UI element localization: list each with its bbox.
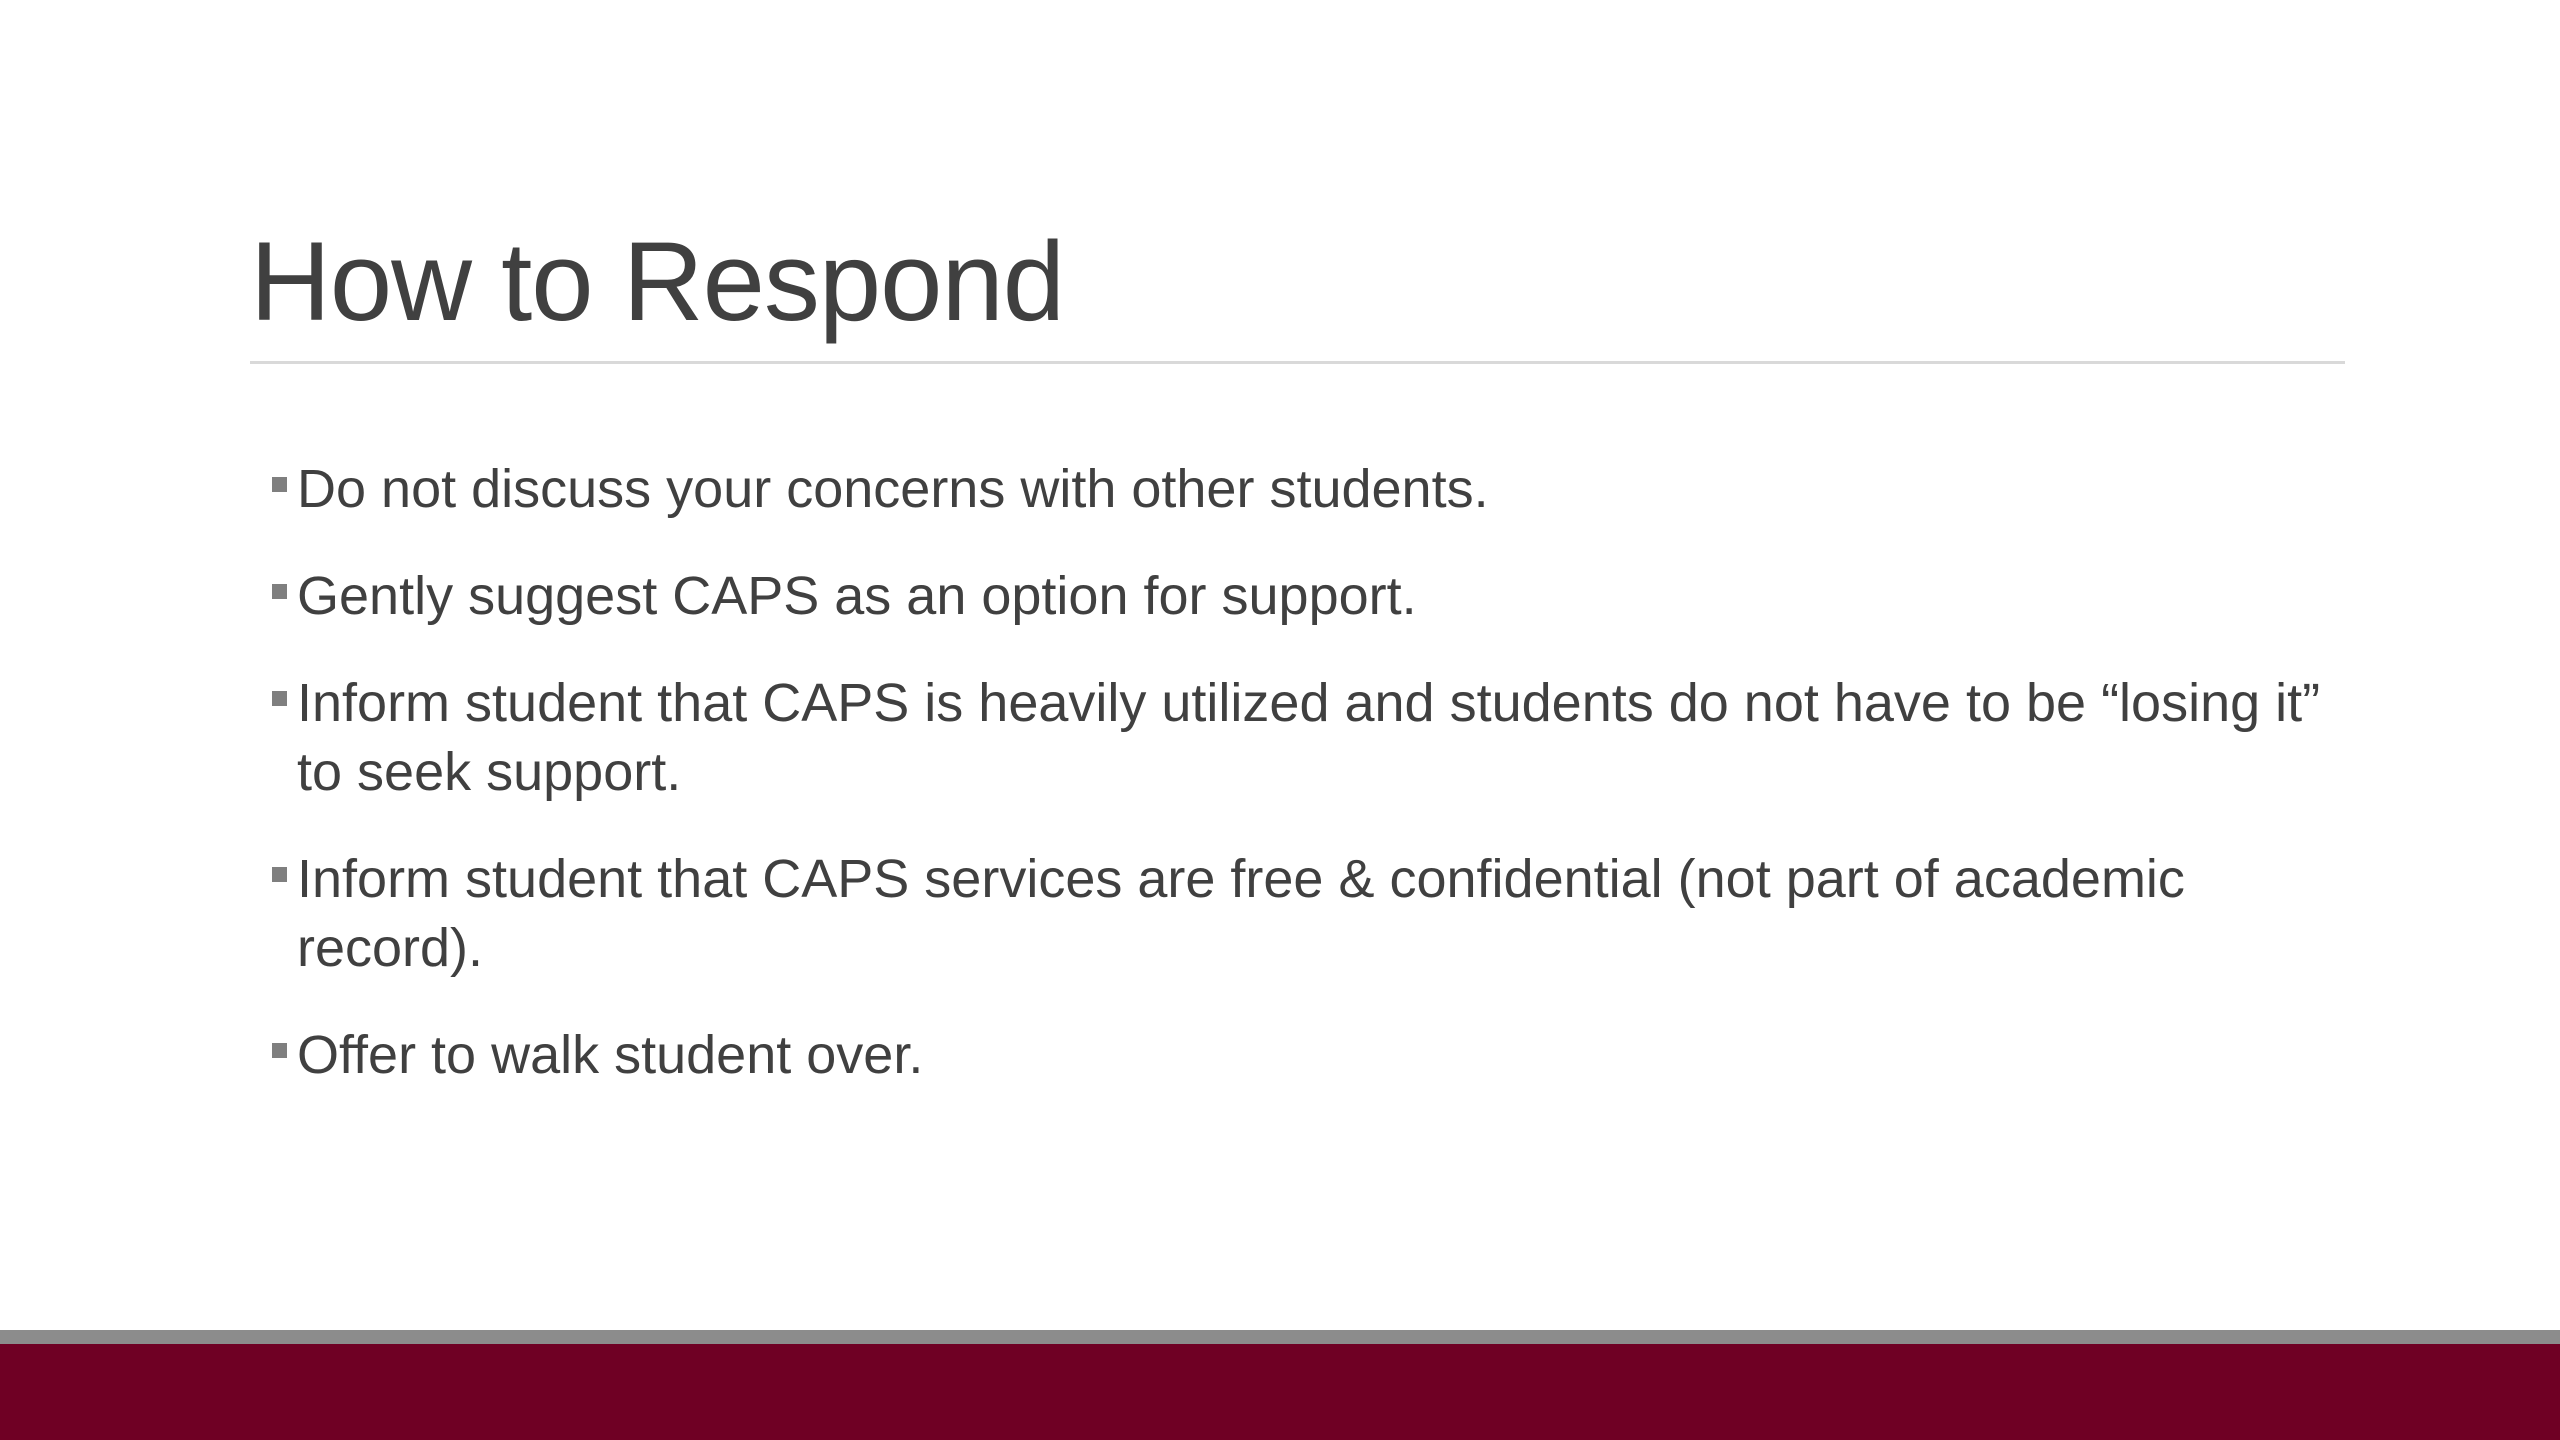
bullet-text: Gently suggest CAPS as an option for support. (297, 566, 1417, 626)
title-divider (250, 361, 2345, 364)
bullet-item (270, 562, 2360, 631)
bullet-text: Inform student that CAPS is heavily utilized and students do not have to be “losing it” to seek support. (297, 673, 2321, 802)
bullet-item (270, 669, 2360, 807)
square-bullet-icon (272, 1043, 287, 1058)
bullet-text: Do not discuss your concerns with other students. (297, 459, 1489, 519)
square-bullet-icon (272, 867, 287, 882)
bullet-item (270, 1021, 2360, 1090)
square-bullet-icon (272, 477, 287, 492)
footer-maroon-band (0, 1344, 2560, 1440)
footer-gray-stripe (0, 1330, 2560, 1344)
square-bullet-icon (272, 584, 287, 599)
slide-title: How to Respond (250, 219, 1065, 344)
bullet-item (270, 455, 2360, 524)
bullet-text: Inform student that CAPS services are free & confidential (not part of academic record). (297, 849, 2185, 978)
bullet-text: Offer to walk student over. (297, 1025, 924, 1085)
bullet-list (270, 455, 2360, 1128)
square-bullet-icon (272, 691, 287, 706)
bullet-item (270, 845, 2360, 983)
